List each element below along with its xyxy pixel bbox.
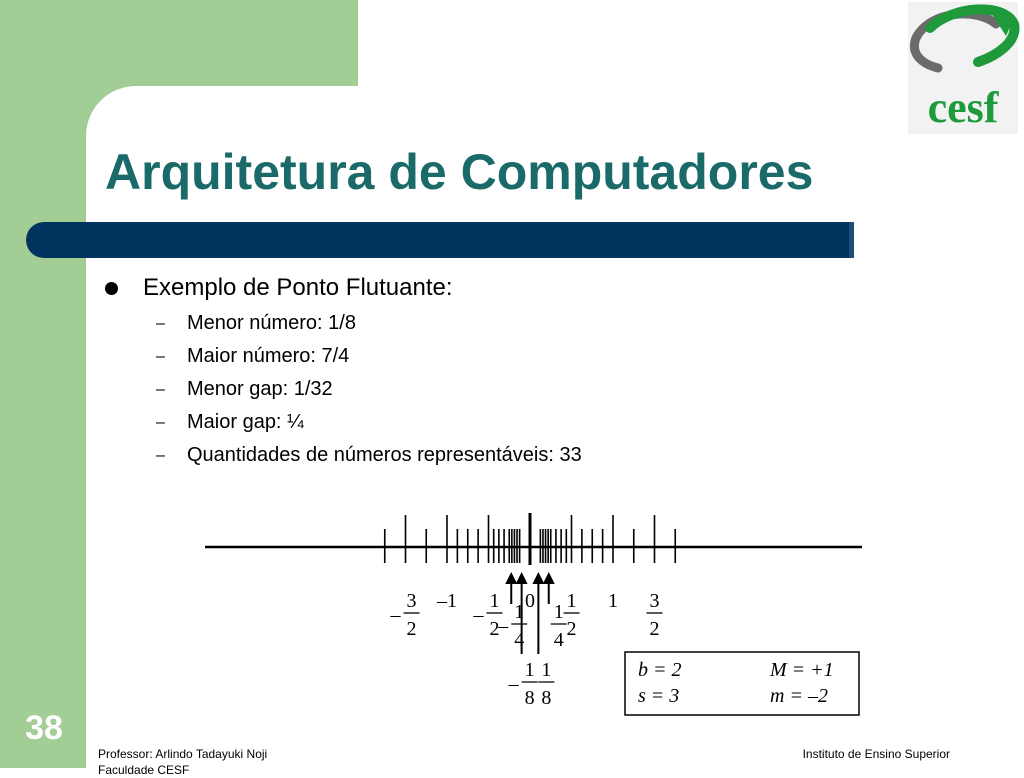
main-bullet-text: Exemplo de Ponto Flutuante: [143, 274, 453, 301]
title-underline-bar [26, 222, 853, 258]
pointer-arrow-icon [532, 572, 544, 654]
fraction-numerator: 1 [566, 590, 577, 612]
number-line-label: –1 [437, 590, 457, 612]
sub-bullet [105, 376, 805, 409]
slide-title: Arquitetura de Computadores [105, 144, 814, 200]
dash-icon: – [156, 348, 165, 365]
fraction-denominator: 2 [489, 618, 500, 640]
dash-icon: – [156, 447, 165, 464]
number-line-label-eighth [538, 659, 554, 709]
sub-bullet [105, 343, 805, 376]
fraction-numerator: 1 [514, 601, 525, 623]
dash-icon: – [156, 315, 165, 332]
fraction-numerator: 1 [553, 601, 564, 623]
fraction-numerator: 3 [406, 590, 417, 612]
title-bar-edge [849, 222, 854, 258]
number-line-ticks [205, 513, 862, 565]
number-line-label [564, 590, 580, 640]
sub-bullet [105, 442, 805, 475]
dash-icon: – [156, 381, 165, 398]
sub-bullet-text: Quantidades de números representáveis: 33 [187, 444, 582, 466]
pointer-arrow-icon [543, 572, 555, 604]
floating-point-number-line [190, 500, 880, 715]
number-line-label [647, 590, 663, 640]
footer-left [98, 746, 358, 777]
fraction-denominator: 8 [541, 687, 552, 709]
param-b: b = 2 [638, 659, 682, 681]
fraction-sign: – [498, 615, 509, 637]
number-line-label [551, 601, 567, 651]
fraction-sign: – [390, 604, 401, 626]
sub-bullet-text: Maior número: 7/4 [187, 345, 350, 367]
fraction-sign: – [473, 604, 484, 626]
param-m: m = –2 [770, 685, 828, 707]
number-line-label [390, 590, 420, 640]
fraction-numerator: 1 [489, 590, 500, 612]
param-s: s = 3 [638, 685, 680, 707]
footer-professor: Professor: Arlindo Tadayuki Noji [98, 747, 268, 761]
sub-bullet [105, 409, 805, 442]
fraction-denominator: 2 [406, 618, 417, 640]
logo-text: cesf [927, 83, 999, 132]
bullet-list [105, 272, 805, 475]
fraction-denominator: 4 [514, 629, 525, 651]
fraction-numerator: 1 [524, 659, 535, 681]
sub-bullet-text: Maior gap: ¼ [187, 411, 304, 433]
sub-bullet [105, 310, 805, 343]
fraction-denominator: 2 [649, 618, 660, 640]
number-line-label-eighth [508, 659, 538, 709]
sub-bullet-text: Menor gap: 1/32 [187, 378, 333, 400]
dash-icon: – [156, 414, 165, 431]
fraction-denominator: 2 [566, 618, 577, 640]
param-M: M = +1 [770, 659, 834, 681]
sub-bullet-text: Menor número: 1/8 [187, 312, 356, 334]
fraction-denominator: 8 [524, 687, 535, 709]
number-line-label: 0 [525, 590, 535, 612]
fraction-denominator: 4 [553, 629, 564, 651]
footer-right: Instituto de Ensino Superior [802, 747, 950, 761]
slide-number: 38 [25, 709, 63, 747]
number-line-label: 1 [608, 590, 618, 612]
number-line-label [497, 601, 527, 651]
cesf-logo [908, 2, 1018, 134]
main-bullet [105, 272, 805, 306]
footer-faculdade: Faculdade CESF [98, 763, 190, 777]
number-line-labels [390, 572, 663, 709]
fraction-numerator: 1 [541, 659, 552, 681]
parameters-box [625, 652, 859, 715]
sub-bullet-list [105, 310, 805, 475]
bullet-dot-icon [105, 282, 118, 295]
pointer-arrow-icon [505, 572, 517, 604]
fraction-sign: – [508, 673, 519, 695]
fraction-numerator: 3 [649, 590, 660, 612]
